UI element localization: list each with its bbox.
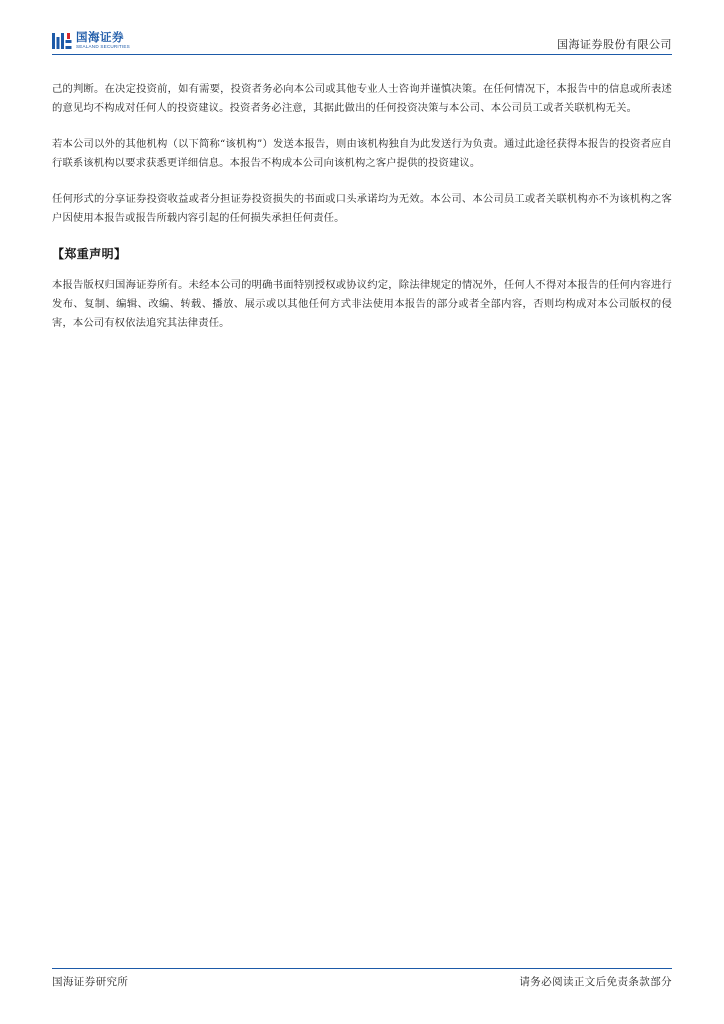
declaration-paragraph: 本报告版权归国海证券所有。未经本公司的明确书面特别授权或协议约定，除法律规定的情况外，任何人不得对本报告的任何内容进行发布、复制、编辑、改编、转载、播放、展示或以其他任何方式非法使用本报告的部分或者全部内容，否则均构成对本公司版权的侵害，本公司有权依法追究其法律责任。 [52, 279, 672, 329]
disclaimer-paragraph: 若本公司以外的其他机构（以下简称“该机构”）发送本报告，则由该机构独自为此发送行为负责。通过此途径获得本报告的投资者应自行联系该机构以要求获悉更详细信息。本报告不构成本公司向该机构之客户提供的投资建议。 [52, 138, 672, 169]
logo-english-name: SEALAND SECURITIES [76, 44, 130, 50]
footer-institute-name: 国海证券研究所 [52, 976, 129, 988]
disclaimer-paragraph: 己的判断。在决定投资前，如有需要，投资者务必向本公司或其他专业人士咨询并谨慎决策。在任何情况下，本报告中的信息或所表述的意见均不构成对任何人的投资建议。投资者务必注意，其据此做出的任何投资决策与本公司、本公司员工或者关联机构无关。 [52, 83, 672, 114]
page-footer [52, 974, 672, 990]
footer-disclaimer-note: 请务必阅读正文后免责条款部分 [519, 976, 672, 988]
section-heading-declaration: 【郑重声明】 [52, 247, 127, 261]
footer-divider [52, 968, 672, 969]
header-divider [52, 54, 672, 55]
logo-wordmark [76, 29, 130, 50]
sealand-logo-icon [52, 31, 72, 51]
disclaimer-paragraph: 任何形式的分享证券投资收益或者分担证券投资损失的书面或口头承诺均为无效。本公司、本公司员工或者关联机构亦不为该机构之客户因使用本报告或报告所载内容引起的任何损失承担任何责任。 [52, 193, 672, 224]
logo-chinese-name: 国海证券 [76, 29, 124, 44]
header-company-name: 国海证券股份有限公司 [557, 38, 672, 51]
page-header [52, 30, 672, 54]
company-logo [52, 30, 130, 52]
page-body [52, 80, 672, 350]
